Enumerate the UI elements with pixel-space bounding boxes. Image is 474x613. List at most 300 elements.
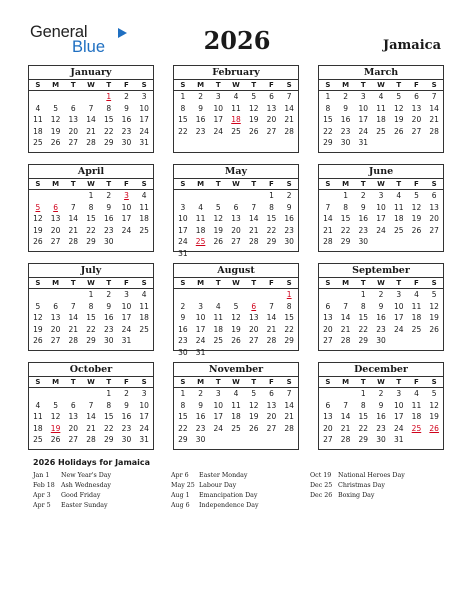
day-cell: 21 [68,324,79,334]
day-cell: 29 [266,237,277,246]
day-cell: 9 [360,202,366,212]
month-november [173,362,299,450]
day-cell: 8 [88,202,94,212]
weekday-header [319,377,443,388]
weekday-label: S [141,378,147,386]
day-cell: 18 [231,115,241,124]
day-cell: 2 [343,92,348,101]
day-cell: 27 [231,237,241,246]
day-cell: 24 [358,126,369,136]
empty-day-cell [209,347,227,359]
day-cell: 22 [266,225,277,235]
empty-day-cell [192,248,210,260]
day-cell: 8 [88,301,94,311]
day-cell: 7 [88,400,94,410]
empty-day-cell [135,335,153,347]
day-cell: 13 [266,103,277,113]
day-cell: 6 [70,400,76,410]
day-cell: 7 [286,389,292,398]
day-cell: 11 [411,301,422,311]
day-cell: 12 [213,214,224,223]
empty-day-cell [47,190,65,202]
day-cell: 25 [411,423,422,433]
day-cell: 16 [103,214,114,223]
week-row [29,388,153,400]
holiday-item [310,481,405,491]
weekday-label: T [251,378,257,386]
day-cell: 18 [33,126,43,136]
holiday-item [171,481,259,491]
empty-day-cell [319,190,337,202]
week-row [29,400,153,412]
day-cell: 24 [139,423,149,433]
weekday-label: M [342,81,350,89]
day-cell: 18 [195,225,206,235]
month-title: February [174,66,298,80]
day-cell: 8 [180,400,186,410]
week-row [174,103,298,115]
day-cell: 8 [360,400,366,410]
holiday-item [33,471,111,481]
day-cell: 23 [195,423,206,433]
day-cell: 16 [103,313,114,322]
day-cell: 24 [376,225,386,235]
weekday-label: W [87,180,95,188]
weekday-label: T [70,378,76,386]
empty-day-cell [64,289,82,301]
week-row [174,388,298,400]
weekday-label: F [414,81,419,89]
day-cell: 26 [411,225,422,235]
day-cell: 21 [266,324,277,334]
month-title: May [174,165,298,179]
day-cell: 22 [178,126,188,136]
day-cell: 3 [124,290,129,299]
day-cell: 1 [180,389,186,398]
day-cell: 17 [195,324,206,334]
day-cell: 25 [139,225,149,235]
empty-day-cell [390,236,408,248]
empty-day-cell [47,289,65,301]
holiday-date: Aug 1 [171,492,190,499]
day-cell: 16 [376,412,386,421]
day-cell: 15 [284,313,294,322]
holiday-column [33,471,111,511]
day-cell: 27 [68,138,79,147]
day-cell: 22 [103,126,114,136]
weekday-label: T [360,81,366,89]
day-cell: 10 [195,313,206,322]
weekday-header [319,179,443,190]
holiday-item [171,501,259,511]
week-row [29,312,153,324]
day-cell: 9 [343,103,348,113]
holiday-column [171,471,259,511]
day-cell: 3 [141,92,147,101]
weekday-label: S [180,180,186,188]
empty-day-cell [372,137,390,149]
day-cell: 14 [86,115,96,124]
day-cell: 21 [86,423,96,433]
day-cell: 19 [33,324,43,334]
day-cell: 30 [103,336,114,345]
day-cell: 19 [50,126,61,136]
day-cell: 30 [121,138,132,147]
day-cell: 21 [68,225,79,235]
day-cell: 1 [360,389,366,398]
day-cell: 31 [139,138,149,147]
day-cell: 20 [411,115,422,124]
logo-general-text: General [30,23,88,41]
week-row [29,137,153,149]
day-cell: 21 [284,412,294,421]
day-cell: 2 [106,191,112,200]
day-cell: 7 [343,301,348,311]
week-row [174,411,298,423]
weekday-label: S [35,180,41,188]
weekday-label: M [342,180,350,188]
empty-day-cell [337,388,355,400]
weekday-label: F [269,180,274,188]
week-row [29,213,153,225]
holiday-date: Dec 26 [310,492,333,499]
day-cell: 7 [343,400,348,410]
day-cell: 9 [106,202,112,212]
day-cell: 22 [358,324,369,334]
week-row [29,103,153,115]
day-cell: 18 [393,214,404,223]
week-row [319,301,443,313]
weekday-label: S [286,378,292,386]
weekday-label: M [197,180,205,188]
day-cell: 14 [68,214,79,223]
week-row [29,126,153,138]
month-title: July [29,264,153,278]
day-cell: 23 [103,225,114,235]
day-cell: 3 [124,191,129,200]
empty-day-cell [82,388,100,400]
empty-day-cell [280,248,298,260]
day-cell: 5 [53,103,58,113]
day-cell: 22 [86,225,96,235]
holiday-date: May 25 [171,482,195,489]
holiday-name: Labour Day [199,482,237,489]
holiday-item [171,491,259,501]
day-cell: 13 [429,202,439,212]
empty-day-cell [227,347,245,359]
weekday-label: S [35,81,41,89]
weekday-label: S [180,81,186,89]
day-cell: 10 [393,301,404,311]
logo-blue-text: Blue [72,38,106,56]
day-cell: 5 [396,92,402,101]
weekday-label: T [251,180,257,188]
day-cell: 1 [343,191,348,200]
weekday-label: T [251,81,257,89]
day-cell: 22 [358,423,369,433]
day-cell: 22 [86,324,96,334]
day-cell: 24 [393,324,404,334]
weekday-label: T [396,81,402,89]
month-title: April [29,165,153,179]
day-cell: 14 [323,214,333,223]
day-cell: 16 [358,214,369,223]
week-row [319,400,443,412]
month-december [318,362,444,450]
month-title: October [29,363,153,377]
day-cell: 26 [33,336,43,345]
day-cell: 5 [251,389,257,398]
empty-day-cell [209,289,227,301]
weekday-label: T [360,279,366,287]
day-cell: 28 [266,336,277,345]
holiday-date: Jan 1 [33,472,50,479]
day-cell: 11 [231,400,241,410]
day-cell: 18 [231,412,241,421]
day-cell: 20 [323,324,333,334]
day-cell: 23 [340,126,351,136]
day-cell: 11 [393,202,404,212]
holiday-column [310,471,405,501]
day-cell: 4 [35,400,41,410]
day-cell: 10 [139,103,149,113]
day-cell: 8 [106,103,112,113]
day-cell: 2 [378,389,384,398]
week-row [29,91,153,103]
day-cell: 21 [340,423,351,433]
week-row [174,301,298,313]
day-cell: 11 [33,412,43,421]
weekday-header [29,179,153,190]
day-cell: 27 [411,126,422,136]
weekday-label: W [377,378,385,386]
day-cell: 7 [88,103,94,113]
day-cell: 17 [213,115,224,124]
day-cell: 29 [358,435,369,444]
day-cell: 18 [213,324,224,334]
day-cell: 17 [393,412,404,421]
empty-day-cell [47,91,65,103]
day-cell: 30 [178,347,188,357]
weekday-header [174,179,298,190]
weekday-label: S [286,279,292,287]
empty-day-cell [408,335,426,347]
day-cell: 10 [393,400,404,410]
day-cell: 6 [70,103,76,113]
holiday-name: Ash Wednesday [61,482,111,489]
weekday-label: S [141,81,147,89]
day-cell: 11 [33,115,43,124]
week-row [29,411,153,423]
week-row [174,312,298,324]
weekday-label: S [431,180,437,188]
weekday-label: W [232,279,240,287]
weekday-label: F [124,81,129,89]
day-cell: 20 [323,423,333,433]
empty-day-cell [390,335,408,347]
day-cell: 16 [376,313,386,322]
day-cell: 19 [213,225,224,235]
day-cell: 7 [431,92,437,101]
day-cell: 14 [248,214,259,223]
week-row [174,236,298,248]
day-cell: 27 [50,336,61,345]
day-cell: 5 [53,400,58,410]
day-cell: 17 [358,115,369,124]
day-cell: 26 [429,324,439,334]
day-cell: 3 [215,92,221,101]
day-cell: 15 [358,412,369,421]
empty-day-cell [174,190,192,202]
weekday-label: S [431,81,437,89]
day-cell: 6 [269,92,274,101]
day-cell: 28 [68,336,79,345]
day-cell: 27 [266,126,277,136]
week-row [29,434,153,446]
day-cell: 11 [376,103,386,113]
empty-day-cell [227,190,245,202]
day-cell: 24 [213,423,224,433]
day-cell: 3 [396,290,402,299]
day-cell: 23 [358,225,369,235]
day-cell: 31 [195,347,206,357]
holiday-name: Christmas Day [338,482,385,489]
day-cell: 8 [325,103,331,113]
month-july [28,263,154,351]
empty-day-cell [337,289,355,301]
weekday-label: T [396,180,402,188]
day-cell: 2 [198,92,203,101]
day-cell: 25 [231,423,241,433]
day-cell: 27 [248,336,259,345]
month-june [318,164,444,252]
weekday-label: F [414,378,419,386]
day-cell: 1 [286,290,292,299]
day-cell: 9 [198,103,203,113]
day-cell: 6 [233,202,239,212]
empty-day-cell [209,434,227,446]
day-cell: 31 [139,435,149,444]
day-cell: 4 [141,290,147,299]
day-cell: 29 [323,138,333,147]
day-cell: 16 [195,412,206,421]
day-cell: 19 [248,115,259,124]
day-cell: 11 [213,313,224,322]
day-cell: 2 [124,389,129,398]
month-january [28,65,154,153]
week-row [29,289,153,301]
day-cell: 30 [121,435,132,444]
day-cell: 28 [86,138,96,147]
weekday-label: T [215,378,221,386]
day-cell: 19 [393,115,404,124]
day-cell: 27 [68,435,79,444]
day-cell: 4 [141,191,147,200]
day-cell: 7 [269,301,274,311]
day-cell: 25 [376,126,386,136]
weekday-header [174,377,298,388]
weekday-label: T [396,279,402,287]
month-october [28,362,154,450]
day-cell: 29 [86,237,96,246]
holiday-name: Easter Sunday [61,502,108,509]
day-cell: 17 [139,412,149,421]
day-cell: 2 [378,290,384,299]
weekday-label: W [377,180,385,188]
day-cell: 19 [50,423,61,433]
weekday-header [319,80,443,91]
day-cell: 22 [284,324,294,334]
weekday-label: F [269,81,274,89]
month-april [28,164,154,252]
day-cell: 8 [360,301,366,311]
week-row [319,388,443,400]
week-row [174,324,298,336]
day-cell: 24 [121,225,132,235]
day-cell: 23 [121,423,132,433]
day-cell: 3 [215,389,221,398]
week-row [319,411,443,423]
day-cell: 17 [121,214,132,223]
day-cell: 11 [139,202,149,212]
weekday-label: M [342,378,350,386]
week-row [319,103,443,115]
empty-day-cell [245,289,263,301]
empty-day-cell [263,434,281,446]
holiday-item [33,481,111,491]
weekday-label: W [232,180,240,188]
day-cell: 16 [121,412,132,421]
day-cell: 26 [429,423,439,433]
weekday-label: W [87,81,95,89]
month-february [173,65,299,153]
day-cell: 1 [325,92,331,101]
day-cell: 17 [178,225,188,235]
day-cell: 4 [414,290,419,299]
month-title: November [174,363,298,377]
empty-day-cell [135,236,153,248]
empty-day-cell [209,248,227,260]
month-title: January [29,66,153,80]
day-cell: 5 [431,290,437,299]
day-cell: 28 [86,435,96,444]
day-cell: 21 [248,225,259,235]
month-title: December [319,363,443,377]
day-cell: 8 [180,103,186,113]
week-row [29,225,153,237]
week-row [174,335,298,347]
weekday-label: S [35,279,41,287]
day-cell: 20 [266,412,277,421]
day-cell: 12 [33,214,43,223]
weekday-label: T [360,378,366,386]
day-cell: 19 [429,412,439,421]
weekday-label: S [286,81,292,89]
day-cell: 10 [121,301,132,311]
empty-day-cell [245,434,263,446]
day-cell: 9 [124,103,129,113]
day-cell: 7 [286,92,292,101]
empty-day-cell [192,289,210,301]
day-cell: 20 [231,225,241,235]
day-cell: 15 [323,115,333,124]
weekday-label: T [106,81,112,89]
day-cell: 29 [103,138,114,147]
day-cell: 28 [429,126,439,136]
day-cell: 26 [213,237,224,246]
page-header [0,0,474,64]
week-row [174,248,298,260]
